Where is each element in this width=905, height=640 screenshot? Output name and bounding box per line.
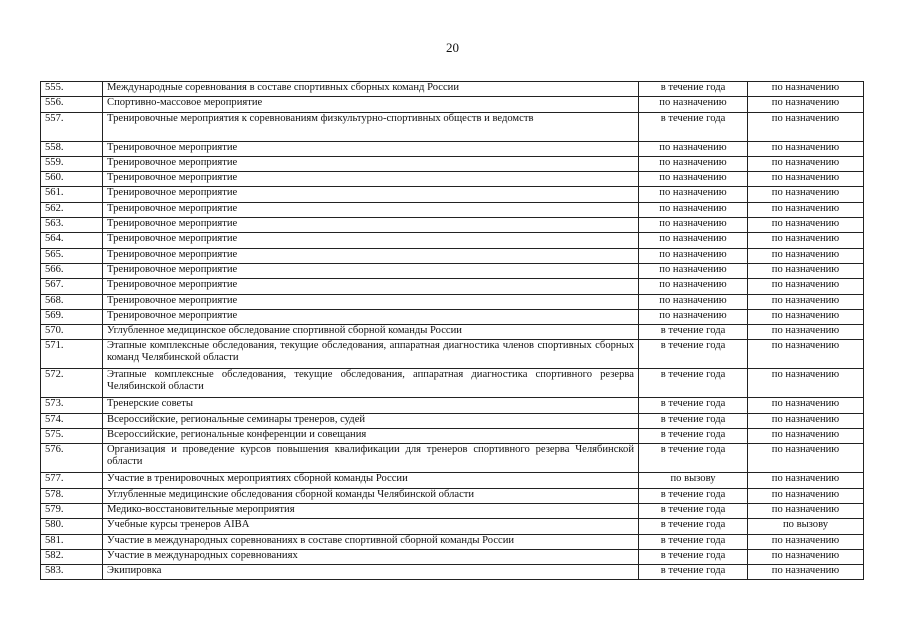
- event-name-cell: Тренировочное мероприятие: [103, 218, 639, 233]
- venue-cell: по назначению: [748, 503, 864, 518]
- table-row: [41, 97, 864, 112]
- table-row: [41, 369, 864, 398]
- event-name-cell: Углубленное медицинское обследование спортивной сборной команды России: [103, 325, 639, 340]
- event-name-cell: Тренировочное мероприятие: [103, 156, 639, 171]
- event-name-cell: Учебные курсы тренеров AIBA: [103, 519, 639, 534]
- page-number: 20: [446, 40, 459, 55]
- term-cell: по назначению: [639, 218, 748, 233]
- event-name-cell: Тренировочное мероприятие: [103, 233, 639, 248]
- event-name-cell: Всероссийские, региональные конференции и совещания: [103, 429, 639, 444]
- table-row: [41, 398, 864, 413]
- event-name-cell: Экипировка: [103, 565, 639, 580]
- table-row: [41, 218, 864, 233]
- event-name-cell: Тренировочное мероприятие: [103, 172, 639, 187]
- table-row: [41, 340, 864, 369]
- term-cell: в течение года: [639, 429, 748, 444]
- table-row: [41, 233, 864, 248]
- venue-cell: по назначению: [748, 141, 864, 156]
- table-row: [41, 503, 864, 518]
- table-row: [41, 112, 864, 141]
- venue-cell: по назначению: [748, 340, 864, 369]
- venue-cell: по назначению: [748, 534, 864, 549]
- row-number-cell: 573.: [41, 398, 103, 413]
- term-cell: по назначению: [639, 97, 748, 112]
- term-cell: по назначению: [639, 263, 748, 278]
- event-name-cell: Международные соревнования в составе спортивных сборных команд России: [103, 82, 639, 97]
- row-number-cell: 575.: [41, 429, 103, 444]
- table-row: [41, 263, 864, 278]
- table-row: [41, 279, 864, 294]
- row-number-cell: 565.: [41, 248, 103, 263]
- event-name-cell: Участие в тренировочных мероприятиях сборной команды России: [103, 473, 639, 488]
- event-name-cell: Этапные комплексные обследования, текущие обследования, аппаратная диагностика членов спортивных сборных команд Челябинской области: [103, 340, 639, 369]
- table-row: [41, 141, 864, 156]
- table-row: [41, 309, 864, 324]
- term-cell: по назначению: [639, 309, 748, 324]
- term-cell: в течение года: [639, 369, 748, 398]
- event-name-cell: Тренировочное мероприятие: [103, 263, 639, 278]
- table-body: [41, 82, 864, 580]
- venue-cell: по назначению: [748, 218, 864, 233]
- term-cell: в течение года: [639, 549, 748, 564]
- term-cell: по назначению: [639, 233, 748, 248]
- row-number-cell: 569.: [41, 309, 103, 324]
- venue-cell: по назначению: [748, 233, 864, 248]
- row-number-cell: 577.: [41, 473, 103, 488]
- event-name-cell: Тренерские советы: [103, 398, 639, 413]
- event-name-cell: Тренировочное мероприятие: [103, 248, 639, 263]
- venue-cell: по назначению: [748, 473, 864, 488]
- venue-cell: по назначению: [748, 398, 864, 413]
- table-row: [41, 248, 864, 263]
- venue-cell: по назначению: [748, 248, 864, 263]
- table-row: [41, 202, 864, 217]
- row-number-cell: 581.: [41, 534, 103, 549]
- table-row: [41, 82, 864, 97]
- term-cell: по назначению: [639, 248, 748, 263]
- term-cell: в течение года: [639, 340, 748, 369]
- event-name-cell: Тренировочное мероприятие: [103, 279, 639, 294]
- table-row: [41, 565, 864, 580]
- term-cell: в течение года: [639, 519, 748, 534]
- table-row: [41, 488, 864, 503]
- event-name-cell: Организация и проведение курсов повышения квалификации для тренеров спортивного резерва Челябинской области: [103, 444, 639, 473]
- row-number-cell: 571.: [41, 340, 103, 369]
- event-name-cell: Участие в международных соревнованиях в составе спортивной сборной команды России: [103, 534, 639, 549]
- event-name-cell: Тренировочное мероприятие: [103, 202, 639, 217]
- term-cell: по назначению: [639, 294, 748, 309]
- table-row: [41, 549, 864, 564]
- table-row: [41, 444, 864, 473]
- term-cell: по назначению: [639, 202, 748, 217]
- table-row: [41, 325, 864, 340]
- venue-cell: по назначению: [748, 444, 864, 473]
- row-number-cell: 558.: [41, 141, 103, 156]
- table-row: [41, 413, 864, 428]
- row-number-cell: 557.: [41, 112, 103, 141]
- table-row: [41, 172, 864, 187]
- event-name-cell: Тренировочное мероприятие: [103, 141, 639, 156]
- venue-cell: по назначению: [748, 263, 864, 278]
- venue-cell: по назначению: [748, 279, 864, 294]
- term-cell: по вызову: [639, 473, 748, 488]
- row-number-cell: 559.: [41, 156, 103, 171]
- table-row: [41, 156, 864, 171]
- venue-cell: по назначению: [748, 294, 864, 309]
- row-number-cell: 567.: [41, 279, 103, 294]
- events-table: [40, 81, 864, 580]
- term-cell: в течение года: [639, 503, 748, 518]
- row-number-cell: 563.: [41, 218, 103, 233]
- event-name-cell: Медико-восстановительные мероприятия: [103, 503, 639, 518]
- venue-cell: по назначению: [748, 549, 864, 564]
- event-name-cell: Тренировочное мероприятие: [103, 187, 639, 202]
- term-cell: по назначению: [639, 172, 748, 187]
- term-cell: по назначению: [639, 279, 748, 294]
- event-name-cell: Тренировочные мероприятия к соревнованиям физкультурно-спортивных обществ и ведомств: [103, 112, 639, 141]
- venue-cell: по назначению: [748, 429, 864, 444]
- venue-cell: по назначению: [748, 565, 864, 580]
- row-number-cell: 580.: [41, 519, 103, 534]
- term-cell: в течение года: [639, 534, 748, 549]
- row-number-cell: 572.: [41, 369, 103, 398]
- term-cell: в течение года: [639, 398, 748, 413]
- row-number-cell: 568.: [41, 294, 103, 309]
- row-number-cell: 562.: [41, 202, 103, 217]
- table-row: [41, 534, 864, 549]
- row-number-cell: 561.: [41, 187, 103, 202]
- venue-cell: по назначению: [748, 325, 864, 340]
- row-number-cell: 578.: [41, 488, 103, 503]
- venue-cell: по назначению: [748, 97, 864, 112]
- row-number-cell: 576.: [41, 444, 103, 473]
- term-cell: по назначению: [639, 156, 748, 171]
- term-cell: по назначению: [639, 141, 748, 156]
- row-number-cell: 582.: [41, 549, 103, 564]
- term-cell: в течение года: [639, 444, 748, 473]
- row-number-cell: 566.: [41, 263, 103, 278]
- term-cell: по назначению: [639, 187, 748, 202]
- event-name-cell: Всероссийские, региональные семинары тренеров, судей: [103, 413, 639, 428]
- venue-cell: по назначению: [748, 82, 864, 97]
- row-number-cell: 583.: [41, 565, 103, 580]
- row-number-cell: 570.: [41, 325, 103, 340]
- venue-cell: по вызову: [748, 519, 864, 534]
- venue-cell: по назначению: [748, 112, 864, 141]
- event-name-cell: Тренировочное мероприятие: [103, 294, 639, 309]
- term-cell: в течение года: [639, 488, 748, 503]
- event-name-cell: Этапные комплексные обследования, текущие обследования, аппаратная диагностика спортивного резерва Челябинской области: [103, 369, 639, 398]
- venue-cell: по назначению: [748, 187, 864, 202]
- row-number-cell: 560.: [41, 172, 103, 187]
- table-row: [41, 429, 864, 444]
- venue-cell: по назначению: [748, 202, 864, 217]
- term-cell: в течение года: [639, 82, 748, 97]
- term-cell: в течение года: [639, 413, 748, 428]
- venue-cell: по назначению: [748, 369, 864, 398]
- venue-cell: по назначению: [748, 156, 864, 171]
- row-number-cell: 579.: [41, 503, 103, 518]
- row-number-cell: 556.: [41, 97, 103, 112]
- venue-cell: по назначению: [748, 172, 864, 187]
- term-cell: в течение года: [639, 565, 748, 580]
- event-name-cell: Участие в международных соревнованиях: [103, 549, 639, 564]
- table-row: [41, 473, 864, 488]
- row-number-cell: 555.: [41, 82, 103, 97]
- table-row: [41, 187, 864, 202]
- event-name-cell: Углубленные медицинские обследования сборной команды Челябинской области: [103, 488, 639, 503]
- table-row: [41, 294, 864, 309]
- term-cell: в течение года: [639, 325, 748, 340]
- table-row: [41, 519, 864, 534]
- venue-cell: по назначению: [748, 413, 864, 428]
- venue-cell: по назначению: [748, 309, 864, 324]
- row-number-cell: 574.: [41, 413, 103, 428]
- venue-cell: по назначению: [748, 488, 864, 503]
- event-name-cell: Спортивно-массовое мероприятие: [103, 97, 639, 112]
- row-number-cell: 564.: [41, 233, 103, 248]
- term-cell: в течение года: [639, 112, 748, 141]
- event-name-cell: Тренировочное мероприятие: [103, 309, 639, 324]
